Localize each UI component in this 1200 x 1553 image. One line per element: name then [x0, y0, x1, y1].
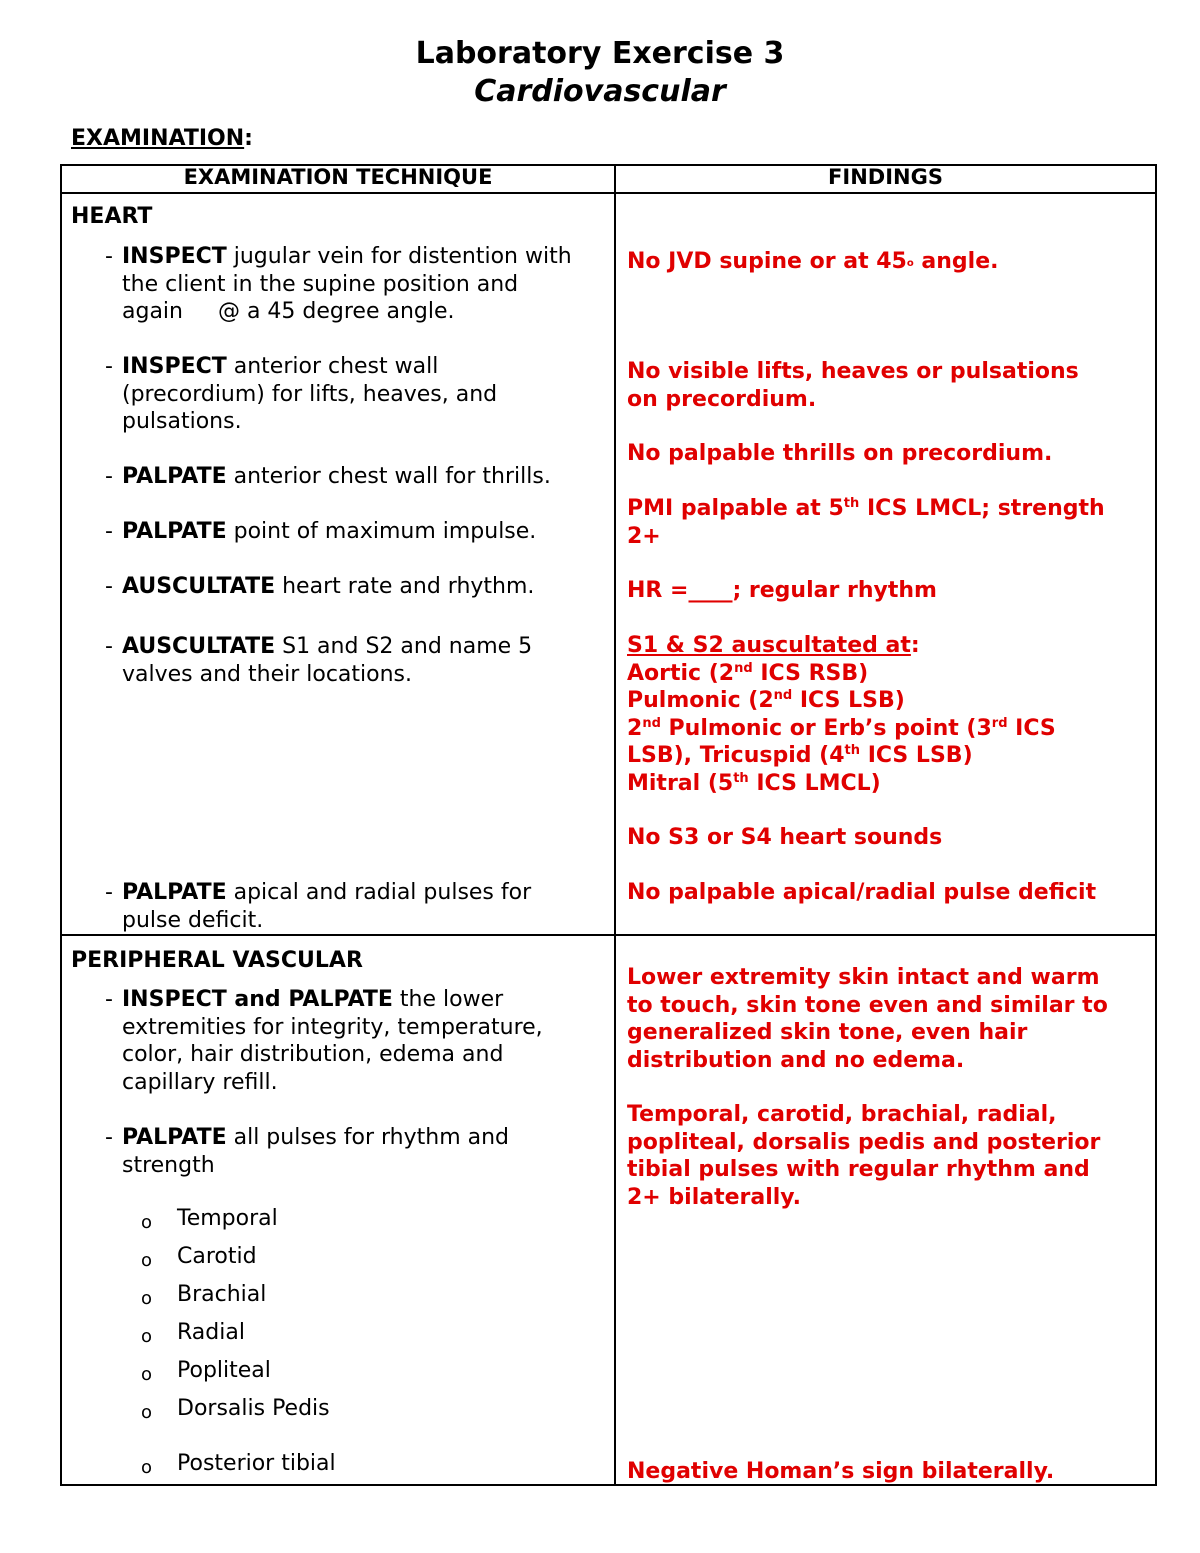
finding-thrills: No palpable thrills on precordium.: [627, 441, 1053, 466]
pulse-list-item: Temporal: [177, 1206, 278, 1231]
technique-text: pulse deficit.: [122, 907, 264, 933]
technique-verb: AUSCULTATE: [122, 574, 276, 599]
pulse-list-item: Radial: [177, 1320, 245, 1345]
finding-s3-s4: No S3 or S4 heart sounds: [627, 825, 943, 850]
list-dash: -: [105, 634, 113, 659]
pulse-list-item: Brachial: [177, 1282, 267, 1307]
examination-label: EXAMINATION: [71, 126, 245, 151]
technique-text: S1 and S2 and name 5: [275, 634, 533, 659]
technique-verb: INSPECT: [122, 244, 227, 269]
technique-item: [122, 463, 551, 491]
technique-text: all pulses for rhythm and: [226, 1125, 510, 1150]
circle-bullet-icon: o: [141, 1364, 153, 1385]
technique-text: pulsations.: [122, 409, 242, 434]
list-dash: -: [105, 244, 113, 269]
column-header-findings: FINDINGS: [828, 165, 943, 189]
technique-text: anterior chest wall for thrills.: [226, 464, 551, 489]
list-dash: -: [105, 574, 113, 599]
examination-heading: [71, 126, 253, 151]
finding-homan: Negative Homan’s sign bilaterally.: [627, 1459, 1055, 1484]
technique-text: jugular vein for distention with: [226, 244, 572, 269]
examination-colon: :: [244, 126, 253, 151]
document-title: Laboratory Exercise 3: [415, 36, 785, 71]
technique-text: the lower: [392, 987, 504, 1012]
list-dash: -: [105, 1125, 113, 1150]
list-dash: -: [105, 519, 113, 544]
technique-item: [122, 243, 572, 326]
circle-bullet-icon: o: [141, 1250, 153, 1271]
finding-pmi: PMI palpable at 5th ICS LMCL; strength 2+: [627, 496, 1105, 549]
column-header-technique: EXAMINATION TECHNIQUE: [183, 165, 493, 189]
technique-verb: PALPATE: [122, 464, 227, 489]
technique-verb: INSPECT: [122, 354, 227, 379]
technique-item: [122, 573, 534, 601]
list-dash: -: [105, 880, 113, 905]
technique-text: apical and radial pulses for: [226, 880, 532, 905]
document-subtitle: Cardiovascular: [474, 74, 726, 109]
circle-bullet-icon: o: [141, 1288, 153, 1309]
technique-item: [122, 353, 497, 436]
technique-item: [122, 1124, 509, 1179]
technique-text: strength: [122, 1152, 215, 1178]
finding-lifts: No visible lifts, heaves or pulsations on precordium.: [627, 359, 1079, 412]
table-row-divider: [60, 934, 1157, 936]
finding-pulse-deficit: No palpable apical/radial pulse deficit: [627, 880, 1097, 905]
technique-text: color, hair distribution, edema and: [122, 1042, 504, 1067]
pulse-list-item: Popliteal: [177, 1358, 271, 1383]
table-middle-border: [614, 164, 616, 1486]
technique-verb: PALPATE: [122, 880, 227, 905]
table-left-border: [60, 164, 62, 1486]
technique-item: [122, 518, 536, 546]
pulse-list-item: Carotid: [177, 1244, 257, 1269]
technique-item: [122, 633, 532, 688]
technique-item: [122, 986, 543, 1096]
technique-text: again @ a 45 degree angle.: [122, 299, 455, 324]
finding-jvd: No JVD supine or at 45$^o$ angle.: [627, 249, 999, 274]
finding-heart-rate: HR =____; regular rhythm: [627, 578, 937, 603]
pulse-list-item: Dorsalis Pedis: [177, 1396, 330, 1421]
technique-text: extremities for integrity, temperature,: [122, 1014, 543, 1040]
technique-verb: INSPECT and PALPATE: [122, 987, 393, 1012]
finding-skin: Lower extremity skin intact and warm to touch, skin tone even and similar to generalized skin tone, even hair distribution and no edema.: [627, 965, 1108, 1073]
list-dash: -: [105, 987, 113, 1012]
list-dash: -: [105, 464, 113, 489]
circle-bullet-icon: o: [141, 1326, 153, 1347]
technique-text: the client in the supine position and: [122, 271, 519, 297]
technique-verb: PALPATE: [122, 519, 227, 544]
technique-text: point of maximum impulse.: [226, 519, 537, 544]
circle-bullet-icon: o: [141, 1457, 153, 1478]
list-dash: -: [105, 354, 113, 379]
peripheral-section-label: PERIPHERAL VASCULAR: [71, 948, 363, 973]
technique-text: capillary refill.: [122, 1069, 278, 1095]
finding-s1-s2: S1 & S2 auscultated at: Aortic (2nd ICS RSB) Pulmonic (2nd ICS LSB) 2nd Pulmonic or Erb’s point (3rd ICS LSB), Tricuspid (4th ICS LSB) Mitral (5th ICS LMCL): [627, 633, 1056, 796]
technique-verb: AUSCULTATE: [122, 634, 276, 659]
finding-pulses: Temporal, carotid, brachial, radial, popliteal, dorsalis pedis and posterior tibial pulses with regular rhythm and 2+ bilaterally.: [627, 1102, 1101, 1210]
circle-bullet-icon: o: [141, 1212, 153, 1233]
heart-section-label: HEART: [71, 204, 153, 229]
table-right-border: [1155, 164, 1157, 1486]
pulse-list-item: Posterior tibial: [177, 1451, 336, 1476]
technique-text: valves and their locations.: [122, 661, 413, 687]
technique-verb: PALPATE: [122, 1125, 227, 1150]
technique-text: (precordium) for lifts, heaves, and: [122, 381, 498, 407]
circle-bullet-icon: o: [141, 1402, 153, 1423]
technique-text: heart rate and rhythm.: [275, 574, 535, 599]
table-header-bottom-border: [60, 192, 1157, 194]
technique-item: [122, 879, 531, 934]
technique-text: anterior chest wall: [226, 354, 439, 379]
